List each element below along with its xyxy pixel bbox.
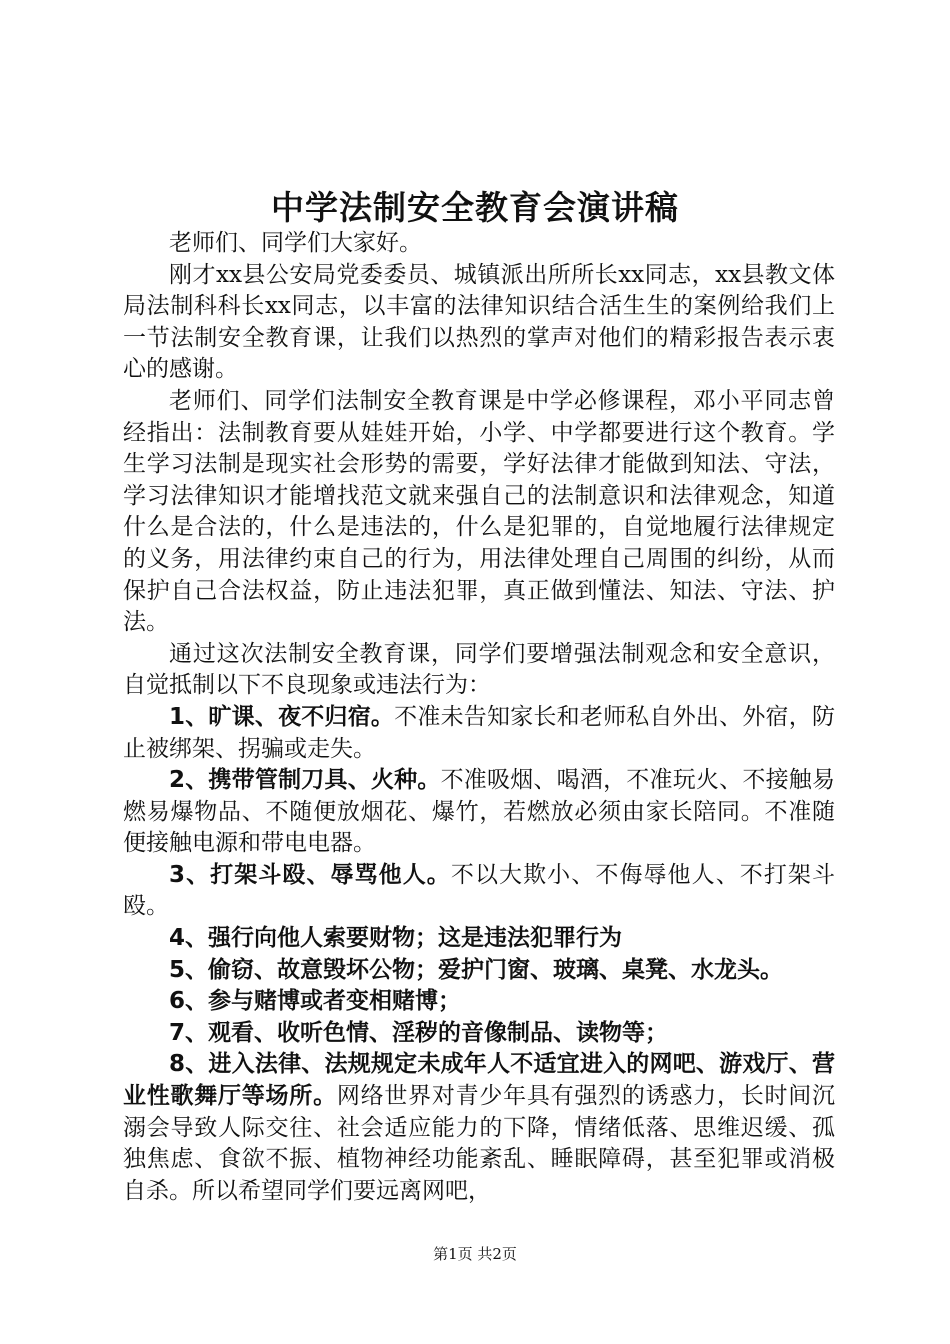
paragraph bbox=[123, 386, 835, 639]
document-body bbox=[123, 228, 835, 1207]
list-item bbox=[123, 1049, 835, 1207]
paragraph-text: 刚才xx县公安局党委委员、城镇派出所所长xx同志，xx县教文体局法制科科长xx同志，以丰富的法律知识结合活生生的案例给我们上一节法制安全教育课，让我们以热烈的掌声对他们的精彩报告表示衷心的感谢。 bbox=[123, 261, 835, 383]
paragraph-text: 老师们、同学们法制安全教育课是中学必修课程，邓小平同志曾经指出：法制教育要从娃娃开始，小学、中学都要进行这个教育。学生学习法制是现实社会形势的需要，学好法律才能做到知法、守法，学习法律知识才能增找范文就来强自己的法制意识和法律观念，知道什么是合法的，什么是违法的，什么是犯罪的，自觉地履行法律规定的义务，用法律约束自己的行为，用法律处理自己周围的纠纷，从而保护自己合法权益，防止违法犯罪，真正做到懂法、知法、守法、护法。 bbox=[123, 387, 835, 636]
list-item bbox=[123, 955, 835, 987]
list-item bbox=[123, 860, 835, 923]
list-item bbox=[123, 923, 835, 955]
paragraph bbox=[123, 228, 835, 260]
list-item-heading: 6、参与赌博或者变相赌博； bbox=[169, 988, 462, 1015]
list-item-text: 不准未告知家长和老师私自外出、外宿，防止被绑架、拐骗或走失。 bbox=[123, 703, 835, 762]
list-item bbox=[123, 986, 835, 1018]
list-item-heading: 3、打架斗殴、辱骂他人。 bbox=[169, 861, 451, 888]
paragraph bbox=[123, 260, 835, 386]
list-item-heading: 2、携带管制刀具、火种。 bbox=[169, 767, 441, 794]
paragraph-text: 通过这次法制安全教育课，同学们要增强法制观念和安全意识，自觉抵制以下不良现象或违法行为： bbox=[123, 640, 835, 699]
paragraph bbox=[123, 639, 835, 702]
list-item bbox=[123, 765, 835, 860]
list-item-heading: 5、偷窃、故意毁坏公物；爱护门窗、玻璃、桌凳、水龙头。 bbox=[169, 956, 784, 983]
list-item-heading: 1、旷课、夜不归宿。 bbox=[169, 703, 395, 730]
paragraph-text: 老师们、同学们大家好。 bbox=[169, 230, 422, 256]
list-item-heading: 4、强行向他人索要财物；这是违法犯罪行为 bbox=[169, 925, 623, 952]
list-item-text: 不准吸烟、喝酒，不准玩火、不接触易燃易爆物品、不随便放烟花、爆竹，若燃放必须由家长陪同。不准随便接触电源和带电电器。 bbox=[123, 767, 835, 857]
list-item-heading: 7、观看、收听色情、淫秽的音像制品、读物等； bbox=[169, 1019, 669, 1046]
list-item bbox=[123, 1018, 835, 1050]
document-title: 中学法制安全教育会演讲稿 bbox=[271, 188, 679, 227]
list-item bbox=[123, 702, 835, 765]
list-item-text: 不以大欺小、不侮辱他人、不打架斗殴。 bbox=[123, 861, 835, 920]
page-number: 第1页 共2页 bbox=[433, 1245, 517, 1263]
list-item-heading: 8、进入法律、法规规定未成年人不适宜进入的网吧、游戏厅、营业性歌舞厅等场所。 bbox=[123, 1051, 835, 1110]
list-item-text: 网络世界对青少年具有强烈的诱惑力，长时间沉溺会导致人际交往、社会适应能力的下降，情绪低落、思维迟缓、孤独焦虑、食欲不振、植物神经功能紊乱、睡眠障碍，甚至犯罪或消极自杀。所以希望同学们要远离网吧， bbox=[123, 1083, 836, 1204]
